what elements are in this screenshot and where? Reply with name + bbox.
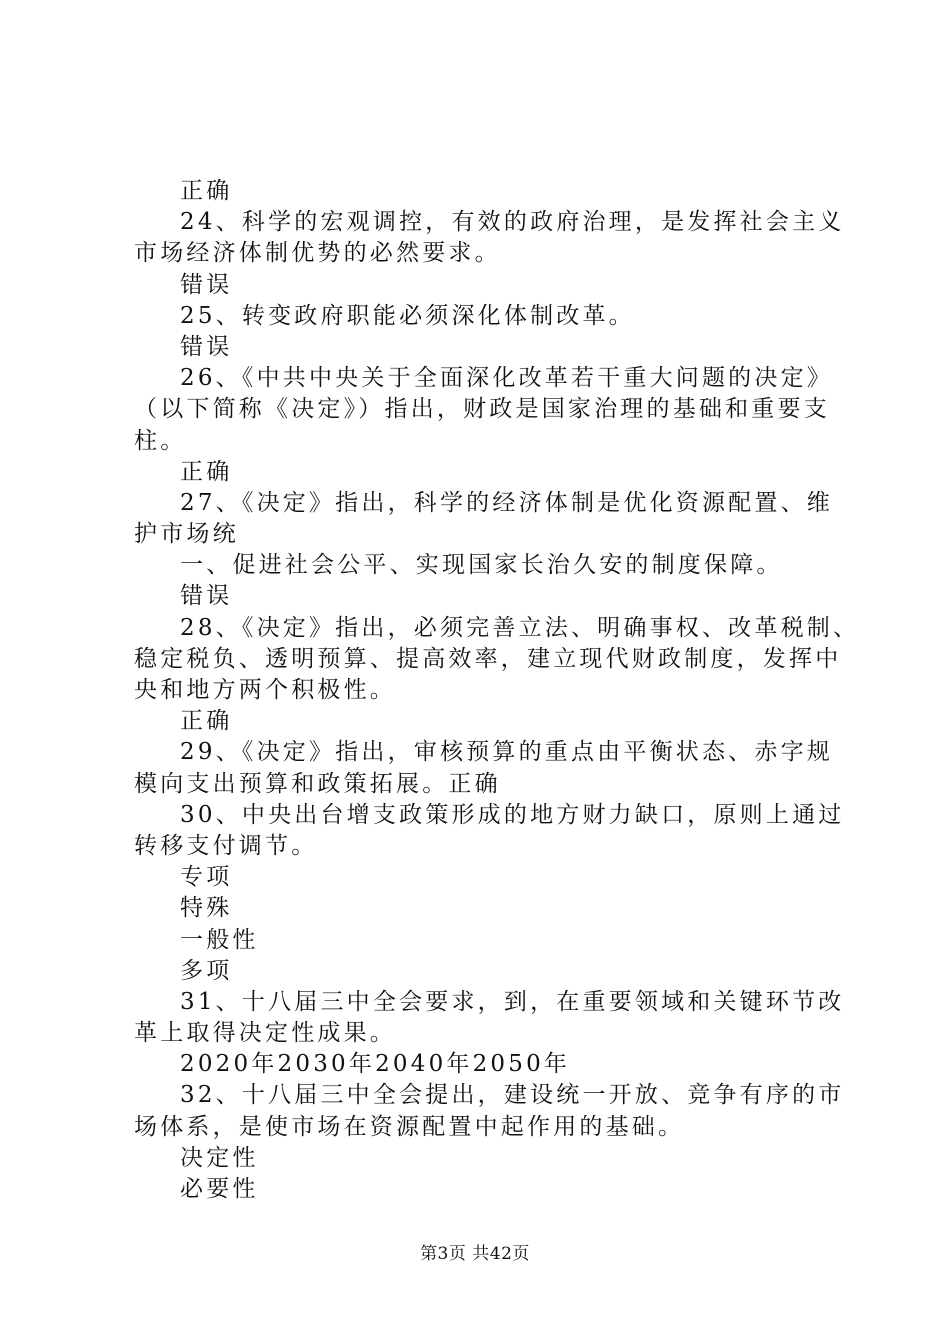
text-line: 护市场统	[134, 521, 239, 548]
text-line: 错误	[180, 271, 233, 298]
document-body	[134, 176, 860, 1205]
text-line: 错误	[180, 583, 233, 610]
text-line: 32、十八届三中全会提出，建设统一开放、竞争有序的市	[180, 1082, 845, 1109]
text-line: （以下简称《决定》）指出，财政是国家治理的基础和重要支	[134, 396, 830, 423]
text-line: 错误	[180, 333, 233, 360]
text-line: 必要性	[180, 1176, 259, 1202]
text-line: 一般性	[180, 926, 259, 953]
text-line: 市场经济体制优势的必然要求。	[134, 240, 501, 267]
text-line: 28、《决定》指出，必须完善立法、明确事权、改革税制、	[180, 614, 860, 641]
page-footer: 第3页 共42页	[420, 1244, 530, 1264]
text-line: 央和地方两个积极性。	[134, 677, 396, 703]
text-line: 2020年2030年2040年2050年	[180, 1051, 571, 1078]
text-line: 革上取得决定性成果。	[134, 1020, 396, 1047]
text-line: 决定性	[180, 1144, 259, 1171]
text-line: 专项	[180, 864, 233, 891]
text-line: 29、《决定》指出，审核预算的重点由平衡状态、赤字规	[180, 739, 833, 766]
text-line: 转移支付调节。	[134, 832, 318, 859]
text-line: 31、十八届三中全会要求，到，在重要领域和关键环节改	[180, 988, 845, 1015]
text-line: 场体系，是使市场在资源配置中起作用的基础。	[134, 1113, 685, 1140]
text-line: 稳定税负、透明预算、提高效率，建立现代财政制度，发挥中	[134, 645, 842, 672]
text-line: 26、《中共中央关于全面深化改革若干重大问题的决定》	[180, 365, 833, 392]
text-line: 多项	[180, 957, 233, 984]
text-line: 24、科学的宏观调控，有效的政府治理，是发挥社会主义	[180, 209, 845, 236]
text-line: 正确	[180, 458, 233, 485]
text-line: 25、转变政府职能必须深化体制改革。	[180, 302, 635, 329]
text-line: 一、促进社会公平、实现国家长治久安的制度保障。	[180, 552, 783, 579]
text-line: 30、中央出台增支政策形成的地方财力缺口，原则上通过	[180, 801, 845, 828]
text-line: 特殊	[180, 895, 233, 922]
text-line: 27、《决定》指出，科学的经济体制是优化资源配置、维	[180, 489, 833, 516]
text-line: 柱。	[134, 427, 187, 454]
text-line: 模向支出预算和政策拓展。正确	[134, 770, 501, 797]
text-line: 正确	[180, 178, 233, 204]
text-line: 正确	[180, 708, 233, 735]
